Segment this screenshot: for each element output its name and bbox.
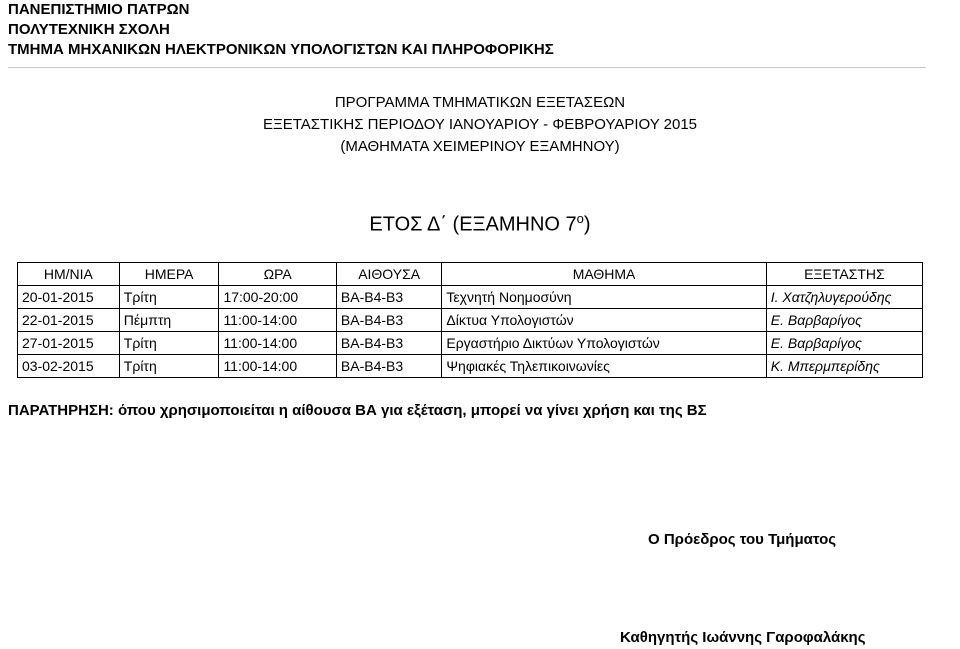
header-course: ΜΑΘΗΜΑ — [442, 263, 766, 286]
table-row — [18, 332, 923, 355]
title-line-1: ΠΡΟΓΡΑΜΜΑ ΤΜΗΜΑΤΙΚΩΝ ΕΞΕΤΑΣΕΩΝ — [334, 94, 626, 111]
year-title-close: ) — [583, 213, 591, 236]
cell-time: 11:00-14:00 — [219, 332, 336, 355]
header-divider — [8, 67, 926, 68]
table-row — [18, 355, 923, 378]
table-header-row — [18, 263, 923, 286]
cell-time: 11:00-14:00 — [219, 355, 336, 378]
cell-time: 11:00-14:00 — [219, 309, 336, 332]
cell-room: ΒΑ-Β4-Β3 — [336, 286, 441, 309]
cell-examiner: Κ. Μπερμπερίδης — [766, 355, 922, 378]
signature-name: Καθηγητής Ιωάννης Γαροφαλάκης — [620, 629, 866, 646]
title-line-2: ΕΞΕΤΑΣΤΙΚΗΣ ΠΕΡΙΟΔΟΥ ΙΑΝΟΥΑΡΙΟΥ - ΦΕΒΡΟΥΑΡΙΟΥ 2015 — [262, 116, 698, 133]
cell-day: Τρίτη — [119, 355, 219, 378]
header-room: ΑΙΘΟΥΣΑ — [336, 263, 441, 286]
cell-date: 03-02-2015 — [18, 355, 120, 378]
year-title-main: ΕΤΟΣ Δ΄ (ΕΞΑΜΗΝΟ 7 — [369, 213, 577, 236]
table-row — [18, 286, 923, 309]
cell-room: ΒΑ-Β4-Β3 — [336, 355, 441, 378]
school-name: ΠΟΛΥΤΕΧΝΙΚΗ ΣΧΟΛΗ — [8, 21, 170, 38]
cell-date: 22-01-2015 — [18, 309, 120, 332]
cell-course: Τεχνητή Νοημοσύνη — [442, 286, 766, 309]
header-day: ΗΜΕΡΑ — [119, 263, 219, 286]
cell-date: 20-01-2015 — [18, 286, 120, 309]
cell-course: Εργαστήριο Δικτύων Υπολογιστών — [442, 332, 766, 355]
department-name: ΤΜΗΜΑ ΜΗΧΑΝΙΚΩΝ ΗΛΕΚΤΡΟΝΙΚΩΝ ΥΠΟΛΟΓΙΣΤΩΝ ΚΑΙ ΠΛΗΡΟΦΟΡΙΚΗΣ — [8, 41, 554, 58]
cell-day: Τρίτη — [119, 332, 219, 355]
exam-schedule-table — [17, 262, 923, 378]
university-name: ΠΑΝΕΠΙΣΤΗΜΙΟ ΠΑΤΡΩΝ — [8, 1, 190, 18]
cell-course: Δίκτυα Υπολογιστών — [442, 309, 766, 332]
cell-day: Πέμπτη — [119, 309, 219, 332]
note-text: ΠΑΡΑΤΗΡΗΣΗ: όπου χρησιμοποιείται η αίθουσα ΒΑ για εξέταση, μπορεί να γίνει χρήση και της ΒΣ — [8, 402, 707, 419]
year-title — [0, 206, 960, 238]
cell-room: ΒΑ-Β4-Β3 — [336, 332, 441, 355]
document-title — [0, 92, 960, 158]
cell-examiner: Ε. Βαρβαρίγος — [766, 309, 922, 332]
year-title-superscript: ο — [576, 211, 584, 226]
cell-examiner: Ι. Χατζηλυγερούδης — [766, 286, 922, 309]
cell-date: 27-01-2015 — [18, 332, 120, 355]
title-line-3: (ΜΑΘΗΜΑΤΑ ΧΕΙΜΕΡΙΝΟΥ ΕΞΑΜΗΝΟΥ) — [340, 138, 620, 155]
document-header — [8, 0, 554, 60]
header-time: ΩΡΑ — [219, 263, 336, 286]
table-row — [18, 309, 923, 332]
header-examiner: ΕΞΕΤΑΣΤΗΣ — [766, 263, 922, 286]
cell-examiner: Ε. Βαρβαρίγος — [766, 332, 922, 355]
cell-course: Ψηφιακές Τηλεπικοινωνίες — [442, 355, 766, 378]
cell-time: 17:00-20:00 — [219, 286, 336, 309]
cell-room: ΒΑ-Β4-Β3 — [336, 309, 441, 332]
header-date: ΗΜ/ΝΙΑ — [18, 263, 120, 286]
cell-day: Τρίτη — [119, 286, 219, 309]
signature-title: Ο Πρόεδρος του Τμήματος — [648, 531, 837, 548]
